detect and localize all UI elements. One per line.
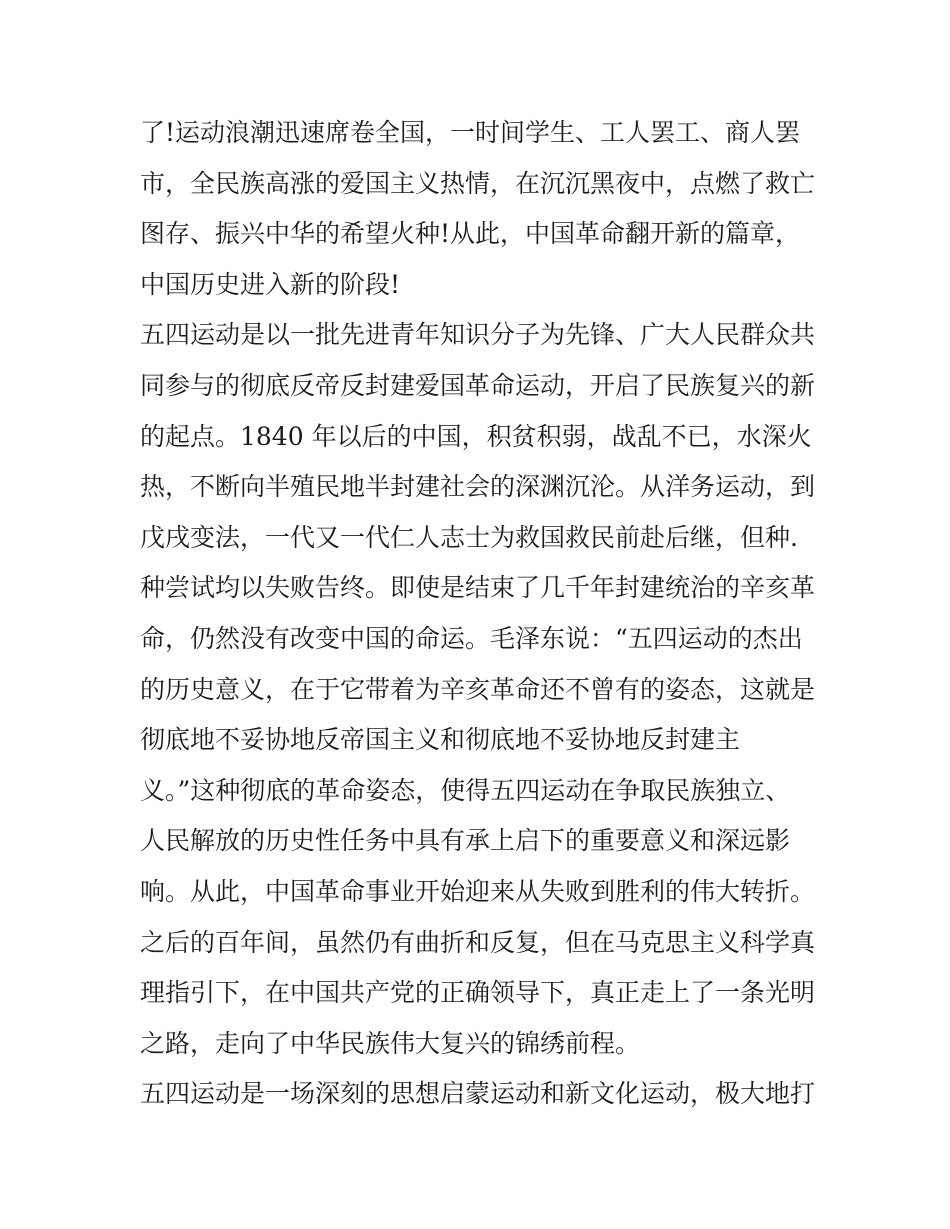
text-line: 之后的百年间，虽然仍有曲折和反复，但在马克思主义科学真 [140, 927, 816, 957]
text-line: 的历史意义，在于它带着为辛亥革命还不曾有的姿态，这就是 [140, 674, 816, 704]
text-line: 市，全民族高涨的爱国主义热情，在沉沉黑夜中，点燃了救亡 [140, 168, 816, 198]
text-line: 理指引下，在中国共产党的正确领导下，真正走上了一条光明 [140, 978, 816, 1008]
text-line: 同参与的彻底反帝反封建爱国革命运动，开启了民族复兴的新 [140, 370, 816, 400]
text-line: 响。从此，中国革命事业开始迎来从失败到胜利的伟大转折。 [140, 876, 816, 906]
text-line: 彻底地不妥协地反帝国主义和彻底地不妥协地反封建主 [140, 725, 741, 755]
text-line: 的起点。1840 年以后的中国，积贫积弱，战乱不已，水深火 [140, 421, 812, 451]
text-line: 五四运动是一场深刻的思想启蒙运动和新文化运动，极大地打 [140, 1079, 816, 1109]
text-line: 中国历史进入新的阶段! [140, 269, 401, 299]
text-line: 义。”这种彻底的革命姿态，使得五四运动在争取民族独立、 [140, 775, 791, 805]
text-line: 人民解放的历史性任务中具有承上启下的重要意义和深远影 [140, 826, 791, 856]
text-line: 戊戌变法，一代又一代仁人志士为救国救民前赴后继，但种. [140, 522, 798, 552]
text-line: 了!运动浪潮迅速席卷全国，一时间学生、工人罢工、商人罢 [140, 118, 801, 147]
text-line: 种尝试均以失败告终。即使是结束了几千年封建统治的辛亥革 [140, 573, 816, 603]
text-line: 热，不断向半殖民地半封建社会的深渊沉沦。从洋务运动，到 [140, 472, 816, 502]
body-text [140, 108, 820, 1120]
text-line: 五四运动是以一批先进青年知识分子为先锋、广大人民群众共 [140, 320, 816, 350]
text-line: 命，仍然没有改变中国的命运。毛泽东说：“五四运动的杰出 [140, 623, 803, 653]
text-line: 之路，走向了中华民族伟大复兴的锦绣前程。 [140, 1028, 641, 1058]
text-line: 图存、振兴中华的希望火种!从此，中国革命翻开新的篇章， [140, 219, 801, 249]
